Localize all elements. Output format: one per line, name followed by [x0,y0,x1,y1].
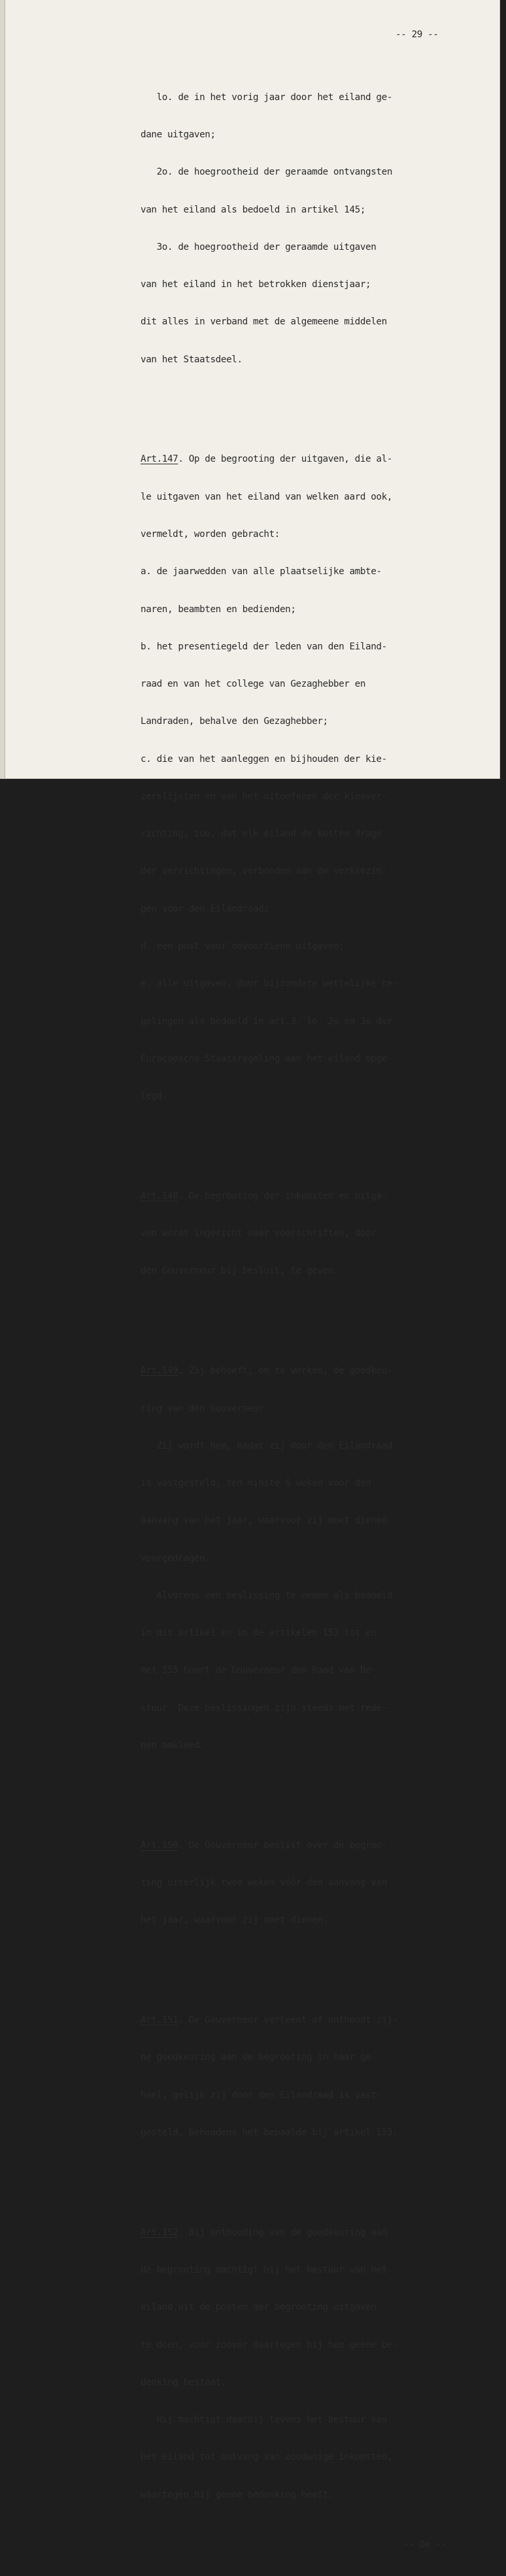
text-line: denking bestaat. [141,2377,227,2388]
text-line: le uitgaven van het eiland van welken aard ook, [141,491,393,502]
article-147-first-line [141,453,467,466]
text-line: gen voor den Eilandraad; [141,903,269,914]
article-148-first-line [141,1190,467,1203]
text-line: . De begrooting der inkomsten en uitga- [178,1190,387,1201]
text-line: de begrooting machtigt hij het bestuur van het [141,2264,387,2275]
text-line: waartegen hij geene bedenking heeft. [141,2489,333,2500]
text-line: Zij wordt hem, nadat zij door den Eilandraad [141,1440,393,1451]
text-line: . Op de begrooting der uitgaven, die al- [178,454,393,465]
text-line: d. een post voor onvoorziene uitgaven; [141,941,345,952]
text-line: den Gouverneur bij besluit, te geven. [141,1265,339,1277]
text-line: . De Gouverneur beslist over de begroo- [178,1840,387,1851]
text-line: 2o. de hoegrootheid der geraamde ontvangsten [141,167,393,178]
text-line: te doen, voor zoover daartegen bij hem geene be- [141,2339,398,2350]
text-line: dit alles in verband met de algemeene middelen [141,317,387,328]
text-line: met 155 hoort de Gouverneur den Raad van Be- [141,1665,377,1676]
text-line: gesteld, behoudens het bepaalde bij artikel 153. [141,2127,398,2138]
article-number-152: Art.152 [141,2227,178,2238]
text-line: eiland,uit de posten der begrooting uitgaven [141,2302,377,2313]
text-line: legd. [141,1091,167,1102]
text-line: gelingen als bedoeld in art.3, lo, 2o en 3o der [141,1016,393,1027]
text-line: heel, gelijk zij door den Eilandraad is vast- [141,2089,382,2101]
text-line: nen omkleed. [141,1740,205,1751]
text-line: ting uiterlijk twee weken vóór den aanvang van [141,1878,387,1889]
article-149-first-line [141,1365,467,1377]
text-line: het eiland tot ontvang van zoodanige inkomsten, [141,2452,393,2463]
typed-text-block [141,4,467,2576]
article-number-148: Art.148 [141,1190,178,1201]
text-line: lo. de in het vorig jaar door het eiland ge- [141,92,393,103]
article-number-147: Art.147 [141,454,178,465]
article-151-first-line [141,2014,467,2027]
text-line: c. die van het aanleggen en bijhouden der kie- [141,753,387,764]
text-line: ven wordt ingericht naar voorschriften, door [141,1228,377,1239]
text-line: vermeldt, worden gebracht: [141,528,280,540]
text-line: naren, beambten en bedienden; [141,604,296,615]
text-line: ne goedkeuring aan de begrooting in haar ge- [141,2052,377,2063]
article-152-first-line [141,2227,467,2239]
text-line: dane uitgaven; [141,129,216,140]
text-line: richting, zoo, dat elk eiland de kosten drage [141,829,382,840]
text-line: . De Gouverneur verleent of onthoudt zij- [178,2015,398,2026]
text-line: Curaçaosche Staatsregeling aan het eiland opge- [141,1053,393,1064]
article-number-151: Art.151 [141,2015,178,2026]
text-line: . Bij onthouding van de goedkeuring aan [178,2227,387,2238]
text-line: van het Staatsdeel. [141,354,243,365]
text-line: 3o. de hoegrootheid der geraamde uitgaven [141,241,377,252]
text-line: van het eiland in het betrokken dienstjaar; [141,279,371,290]
text-line: is vastgesteld, ten minste 6 weken voor den [141,1478,371,1489]
text-line: e. alle uitgaven, door bijzondere wettelijke re- [141,978,398,989]
catchword: -- De -- [403,2539,447,2550]
article-number-149: Art.149 [141,1365,178,1377]
text-line: Hij machtigt daarbij tevens het bestuur van [141,2414,387,2426]
text-line: voorgedragen. [141,1553,211,1564]
text-line: in dit artikel en in de artikelen 152 tot en [141,1628,377,1639]
text-line: zerslijsten en van het uitoefenen der kiesver- [141,791,387,802]
article-150-first-line [141,1840,467,1852]
article-number-150: Art.150 [141,1840,178,1851]
text-line: der verrichtingen, verbonden aan de verkiezin- [141,866,387,877]
text-line: Alvorens een beslissing te nemen als bedoeld [141,1590,393,1601]
text-line: b. het presentiegeld der leden van den Eiland- [141,641,387,652]
text-line: raad en van het college van Gezaghebber en [141,679,366,690]
text-line: aanvang van het jaar, waarvoor zij moet dienen [141,1515,387,1526]
text-line: het jaar, waarvoor zij moet dienen. [141,1915,328,1926]
text-line: . Zij behoeft, om te werken, de goedkeu- [178,1365,393,1377]
page-number: -- 29 -- [396,29,439,41]
text-line: a. de jaarwedden van alle plaatselijke ambte- [141,566,382,577]
text-line: Landraden, behalve den Gezaghebber; [141,716,328,727]
binding-gutter [0,0,5,778]
text-line: ring van den Gouverneur. [141,1403,269,1414]
text-line: stuur. Deze beslissingen zijn steeds met rede- [141,1702,387,1713]
text-line: van het eiland als bedoeld in artikel 145; [141,204,366,215]
